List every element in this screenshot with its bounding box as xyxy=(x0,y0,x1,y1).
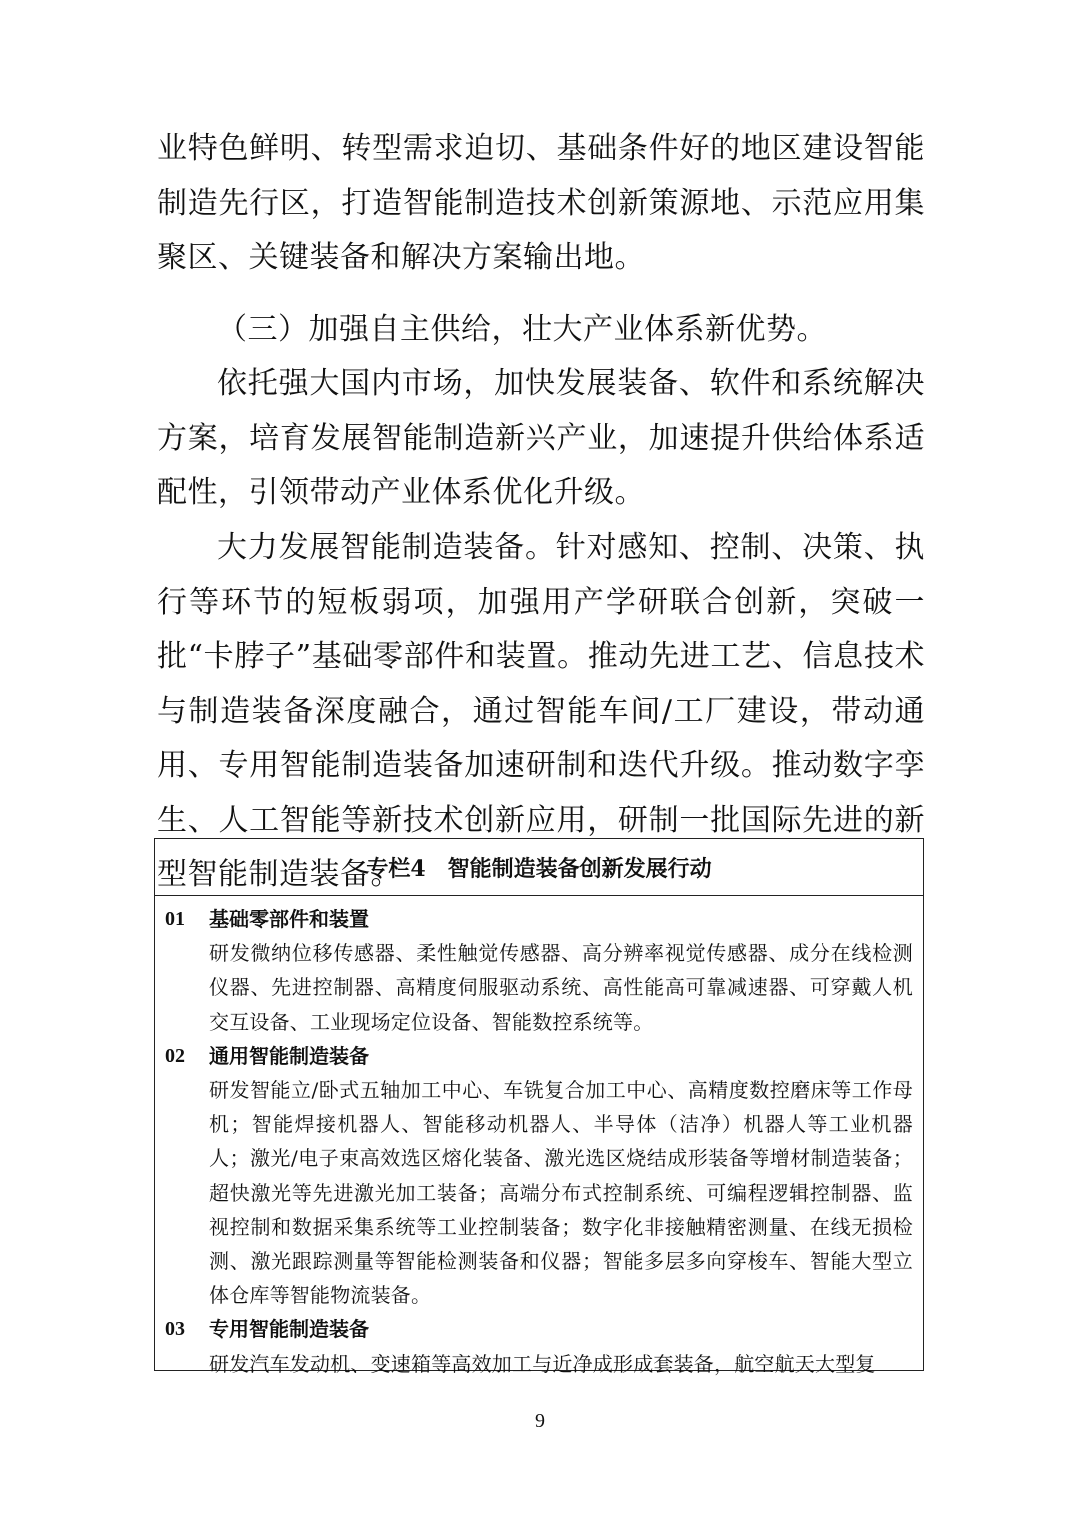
column-box xyxy=(154,838,924,1376)
box-item-title: 专用智能制造装备 xyxy=(209,1317,369,1342)
box-item-number: 01 xyxy=(165,908,185,930)
box-item-heading xyxy=(165,1039,913,1073)
box-item-heading xyxy=(165,902,913,936)
box-item-text: 研发微纳位移传感器、柔性触觉传感器、高分辨率视觉传感器、成分在线检测仪器、先进控制器、高精度伺服驱动系统、高性能高可靠减速器、可穿戴人机交互设备、工业现场定位设备、智能数控系统等。 xyxy=(209,941,913,1034)
box-item-title: 通用智能制造装备 xyxy=(209,1043,369,1068)
column-box-title: 专栏4 智能制造装备创新发展行动 xyxy=(155,839,923,896)
box-item-number: 02 xyxy=(165,1044,185,1067)
column-box-body xyxy=(155,896,923,1381)
box-item-number: 03 xyxy=(165,1318,185,1341)
paragraph-supply: 依托强大国内市场，加快发展装备、软件和系统解决方案，培育发展智能制造新兴产业，加速提升供给体系适配性，引领带动产业体系优化升级。 xyxy=(157,366,925,510)
box-item-text: 研发智能立/卧式五轴加工中心、车铣复合加工中心、高精度数控磨床等工作母机；智能焊接机器人、智能移动机器人、半导体（洁净）机器人等工业机器人；激光/电子束高效选区熔化装备、激光选区烧结成形装备等增材制造装备；超快激光等先进激光加工装备；高端分布式控制系统、可编程逻辑控制器、监视控制和数据采集系统等工业控制装备；数字化非接触精密测量、在线无损检测、激光跟踪测量等智能检测装备和仪器；智能多层多向穿梭车、智能大型立体仓库等智能物流装备。 xyxy=(209,1078,913,1308)
box-item-title: 基础零部件和装置 xyxy=(209,907,369,931)
page-number: 9 xyxy=(535,1410,545,1432)
box-item-heading xyxy=(165,1312,913,1346)
section-heading: （三）加强自主供给，壮大产业体系新优势。 xyxy=(217,312,827,347)
paragraph-equipment: 大力发展智能制造装备。针对感知、控制、决策、执行等环节的短板弱项，加强用产学研联合创新，突破一批“卡脖子”基础零部件和装置。推动先进工艺、信息技术与制造装备深度融合，通过智能车间/工厂建设，带动通用、专用智能制造装备加速研制和迭代升级。推动数字孪生、人工智能等新技术创新应用，研制一批国际先进的新型智能制造装备。 xyxy=(157,530,925,892)
paragraph-intro: 业特色鲜明、转型需求迫切、基础条件好的地区建设智能制造先行区，打造智能制造技术创新策源地、示范应用集聚区、关键装备和解决方案输出地。 xyxy=(157,131,925,275)
box-item-text: 研发汽车发动机、变速箱等高效加工与近净成形成套装备，航空航天大型复 xyxy=(209,1351,876,1376)
